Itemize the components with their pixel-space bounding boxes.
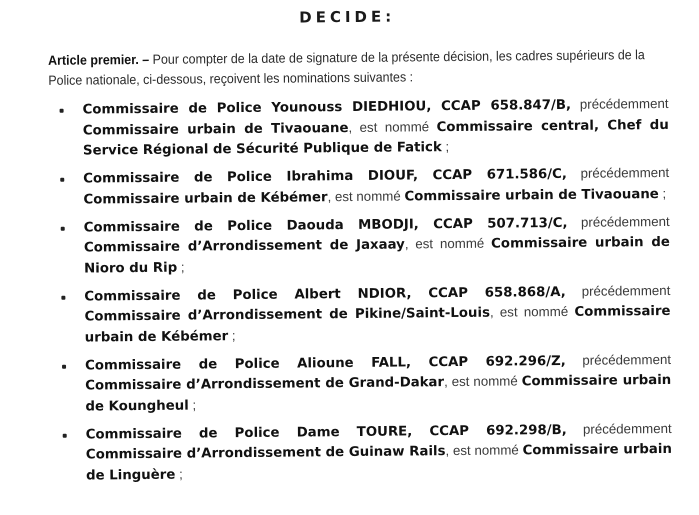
- new-post: Commissaire urbain de Tivaouane: [404, 186, 659, 204]
- nomination-item: [58, 280, 671, 347]
- previous-post: Commissaire d’Arrondissement de Guinaw Rails: [85, 444, 446, 463]
- previously-label: précédemment: [565, 351, 672, 368]
- officer-name: Commissaire de Police Alioune FALL, CCAP 692.296/Z,: [84, 353, 566, 374]
- bullet-icon: [60, 178, 64, 182]
- decision-heading: DECIDE:: [299, 7, 396, 27]
- nominations-list: [56, 94, 672, 493]
- officer-name: Commissaire de Police Albert NDIOR, CCAP 658.868/A,: [84, 284, 566, 305]
- named-label: , est nommé: [348, 118, 437, 135]
- bullet-icon: [61, 226, 65, 230]
- nomination-item: [58, 211, 671, 278]
- new-post: Commissaire central, Chef du Service Régional de Sécurité Publique de Fatick: [82, 117, 669, 159]
- new-post: Commissaire urbain de Kébémer: [84, 303, 671, 346]
- new-post: Commissaire urbain de Koungheul: [85, 372, 672, 415]
- item-end: ;: [175, 466, 183, 482]
- named-label: , est nommé: [489, 303, 575, 320]
- officer-name: Commissaire de Police Daouda MBODJI, CCAP 507.713/C,: [83, 215, 568, 236]
- new-post: Commissaire urbain de Linguère: [86, 441, 672, 484]
- article-text: Pour compter de la date de signature de la présente décision, les cadres supérieurs de la Police nationale, ci-dessous, reçoivent les nominations suivantes :: [48, 47, 645, 88]
- named-label: , est nommé: [404, 235, 492, 252]
- bullet-icon: [61, 295, 65, 299]
- previously-label: précédemment: [565, 282, 671, 299]
- officer-name: Commissaire de Police Dame TOURE, CCAP 692.298/B,: [85, 422, 567, 443]
- nomination-item: [60, 418, 673, 485]
- previous-post: Commissaire urbain de Tivaouane: [82, 120, 349, 139]
- bullet-icon: [63, 433, 67, 437]
- named-label: , est nommé: [327, 187, 405, 204]
- previously-label: précédemment: [566, 420, 672, 437]
- nomination-item: [59, 349, 672, 416]
- previously-label: précédemment: [567, 213, 670, 230]
- named-label: , est nommé: [443, 373, 522, 390]
- bullet-icon: [62, 364, 66, 368]
- previously-label: précédemment: [570, 95, 669, 112]
- item-end: ;: [177, 259, 185, 275]
- new-post: Commissaire urbain de Nioro du Rip: [84, 234, 670, 277]
- previous-post: Commissaire d’Arrondissement de Pikine/Saint-Louis: [84, 305, 491, 325]
- article-premier-paragraph: [48, 45, 681, 91]
- item-end: ;: [228, 327, 236, 343]
- previous-post: Commissaire urbain de Kébémer: [83, 189, 328, 208]
- nomination-item: [56, 94, 669, 161]
- previously-label: précédemment: [566, 164, 670, 181]
- officer-name: Commissaire de Police Ibrahima DIOUF, CCAP 671.586/C,: [83, 166, 567, 187]
- article-label: Article premier. –: [48, 51, 150, 68]
- previous-post: Commissaire d’Arrondissement de Grand-Dakar: [85, 375, 445, 394]
- nomination-item: [57, 163, 669, 210]
- previous-post: Commissaire d’Arrondissement de Jaxaay: [83, 237, 405, 256]
- bullet-icon: [60, 109, 64, 113]
- item-end: ;: [658, 185, 667, 201]
- officer-name: Commissaire de Police Younouss DIEDHIOU, CCAP 658.847/B,: [82, 97, 572, 118]
- named-label: , est nommé: [445, 442, 523, 459]
- item-end: ;: [188, 396, 197, 413]
- item-end: ;: [441, 139, 450, 155]
